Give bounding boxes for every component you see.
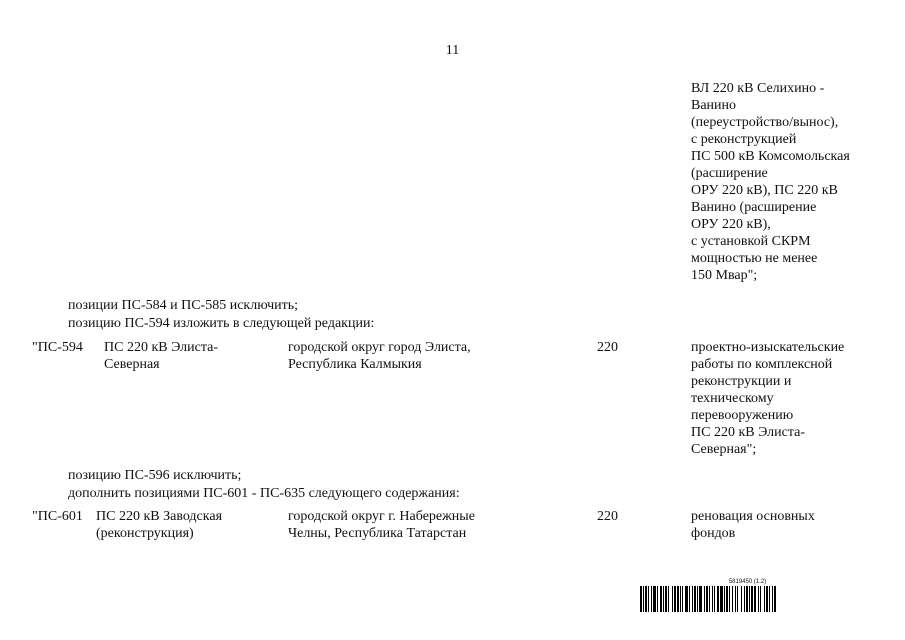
row-location: городской округ город Элиста, Республика Калмыкия bbox=[288, 340, 471, 372]
instruction-exclude-584-585: позиции ПС-584 и ПС-585 исключить; bbox=[68, 298, 299, 313]
row-description: проектно-изыскательские работы по комплексной реконструкции и техническому перевооружению ПС 220 кВ Элиста- Северная"; bbox=[691, 340, 845, 457]
row-code: "ПС-601 bbox=[32, 509, 83, 524]
barcode-image bbox=[640, 586, 855, 612]
instruction-exclude-596: позицию ПС-596 исключить; bbox=[68, 468, 242, 483]
row-description: реновация основных фондов bbox=[691, 509, 815, 541]
barcode-caption: 5819450 (1.2) bbox=[728, 579, 767, 585]
instruction-restate-594: позицию ПС-594 изложить в следующей редакции: bbox=[68, 316, 375, 331]
row-voltage: 220 bbox=[597, 340, 618, 355]
row-name: ПС 220 кВ Заводская (реконструкция) bbox=[96, 509, 223, 541]
row-location: городской округ г. Набережные Челны, Республика Татарстан bbox=[288, 509, 475, 541]
previous-entry-description: ВЛ 220 кВ Селихино - Ванино (переустройство/вынос), с реконструкцией ПС 500 кВ Комсомольская (расширение ОРУ 220 кВ), ПС 220 кВ Ванино (расширение ОРУ 220 кВ), с установкой СКРМ мощностью не менее 150 Мвар"; bbox=[691, 81, 850, 283]
row-name: ПС 220 кВ Элиста- Северная bbox=[104, 340, 219, 372]
page-number: 11 bbox=[445, 43, 460, 58]
row-code: "ПС-594 bbox=[32, 340, 83, 355]
row-voltage: 220 bbox=[597, 509, 618, 524]
instruction-add-601-635: дополнить позициями ПС-601 - ПС-635 следующего содержания: bbox=[68, 486, 460, 501]
